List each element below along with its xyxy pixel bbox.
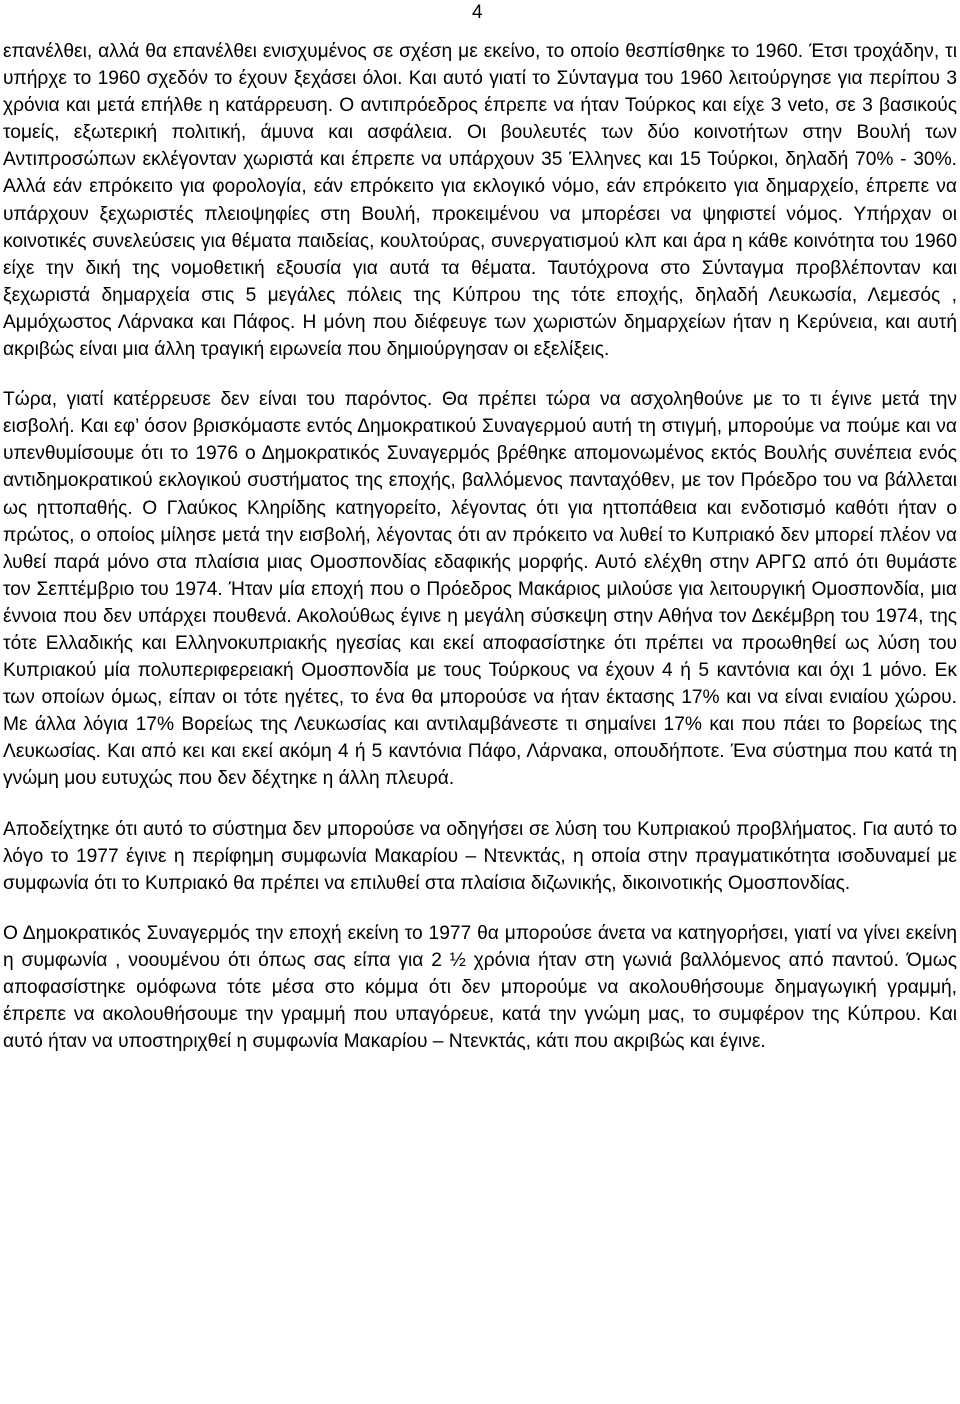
- document-body: [3, 38, 957, 1055]
- page-number: 4: [472, 2, 483, 23]
- paragraph-1: επανέλθει, αλλά θα επανέλθει ενισχυμένος σε σχέση με εκείνο, το οποίο θεσπίσθηκε το 1960. Έτσι τροχάδην, τι υπήρχε το 1960 σχεδόν το έχουν ξεχάσει όλοι. Και αυτό γιατί το Σύνταγμα του 1960 λειτούργησε για περίπου 3 χρόνια και μετά επήλθε η κατάρρευση. Ο αντιπρόεδρος έπρεπε να ήταν Τούρκος και είχε 3 veto, σε 3 βασικούς τομείς, εξωτερική πολιτική, άμυνα και ασφάλεια. Οι βουλευτές των δύο κοινοτήτων στην Βουλή των Αντιπροσώπων εκλέγονταν χωριστά και έπρεπε να υπάρχουν 35 Έλληνες και 15 Τούρκοι, δηλαδή 70% - 30%. Αλλά εάν επρόκειτο για φορολογία, εάν επρόκειτο για εκλογικό νόμο, εάν επρόκειτο για δημαρχείο, έπρεπε να υπάρχουν ξεχωριστές πλειοψηφίες στη Βουλή, προκειμένου να μπορέσει να ψηφιστεί νόμος. Υπήρχαν οι κοινοτικές συνελεύσεις για θέματα παιδείας, κουλτούρας, συνεργατισμού κλπ και άρα η κάθε κοινότητα του 1960 είχε την δική της νομοθετική εξουσία για αυτά τα θέματα. Ταυτόχρονα στο Σύνταγμα προβλέπονταν και ξεχωριστά δημαρχεία στις 5 μεγάλες πόλεις της Κύπρου της τότε εποχής, δηλαδή Λευκωσία, Λεμεσός , Αμμόχωστος Λάρνακα και Πάφος. Η μόνη που διέφευγε των χωριστών δημαρχείων ήταν η Κερύνεια, και αυτή ακριβώς είναι μια άλλη τραγική ειρωνεία που δημιούργησαν οι εξελίξεις.: [3, 41, 957, 361]
- paragraph-3: Αποδείχτηκε ότι αυτό το σύστημα δεν μπορούσε να οδηγήσει σε λύση του Κυπριακού προβλήματος. Για αυτό το λόγο το 1977 έγινε η περίφημη συμφωνία Μακαρίου – Ντενκτάς, η οποία στην πραγματικότητα ισοδυναμεί με συμφωνία ότι το Κυπριακό θα πρέπει να επιλυθεί στα πλαίσια διζωνικής, δικοινοτικής Ομοσπονδίας.: [3, 818, 957, 894]
- paragraph-2: Τώρα, γιατί κατέρρευσε δεν είναι του παρόντος. Θα πρέπει τώρα να ασχοληθούνε με το τι έγινε μετά την εισβολή. Και εφ’ όσον βρισκόμαστε εντός Δημοκρατικού Συναγερμού αυτή τη στιγμή, μπορούμε να πούμε και να υπενθυμίσουμε ότι το 1976 ο Δημοκρατικός Συναγερμός βρέθηκε απομονωμένος εκτός Βουλής συνέπεια ενός αντιδημοκρατικού εκλογικού συστήματος της εποχής, βαλλόμενος πανταχόθεν, με τον Πρόεδρο του να βάλλεται ως ηττοπαθής. Ο Γλαύκος Κληρίδης κατηγορείτο, λέγοντας ότι για ηττοπάθεια και ενδοτισμό καθότι ήταν ο πρώτος, ο οποίος μίλησε μετά την εισβολή, λέγοντας ότι αν πρόκειτο να λυθεί το Κυπριακό δεν μπορεί πλέον να λυθεί παρά μόνο στα πλαίσια μιας Ομοσπονδίας εδαφικής μορφής. Αυτό ελέχθη στην ΑΡΓΩ από ότι θυμάστε τον Σεπτέμβριο του 1974. Ήταν μία εποχή που ο Πρόεδρος Μακάριος μιλούσε για λειτουργική Ομοσπονδία, μια έννοια που δεν υπάρχει πουθενά. Ακολούθως έγινε η μεγάλη σύσκεψη στην Αθήνα τον Δεκέμβρη του 1974, της τότε Ελλαδικής και Ελληνοκυπριακής ηγεσίας και εκεί αποφασίστηκε ότι πρέπει να προωθηθεί ως λύση του Κυπριακού μία πολυπεριφερειακή Ομοσπονδία με τους Τούρκους να έχουν 4 ή 5 καντόνια και όχι 1 μόνο. Εκ των οποίων όμως, είπαν οι τότε ηγέτες, το ένα θα μπορούσε να ήταν έκτασης 17% και να είναι ενιαίου χώρου. Με άλλα λόγια 17% Βορείως της Λευκωσίας και αντιλαμβάνεστε τι σημαίνει 17% και που πάει το βορείως της Λευκωσίας. Και από κει και εκεί ακόμη 4 ή 5 καντόνια Πάφο, Λάρνακα, οπουδήποτε. Ένα σύστημα που κατά τη γνώμη μου ευτυχώς που δεν δέχτηκε η άλλη πλευρά.: [3, 389, 957, 790]
- paragraph-4: Ο Δημοκρατικός Συναγερμός την εποχή εκείνη το 1977 θα μπορούσε άνετα να κατηγορήσει, γιατί να γίνει εκείνη η συμφωνία , νοουμένου ότι όπως σας είπα για 2 ½ χρόνια ήταν στη γωνιά βαλλόμενος από παντού. Όμως αποφασίστηκε ομόφωνα τότε μέσα στο κόμμα ότι δεν μπορούμε να ακολουθήσουμε δημαγωγική γραμμή, έπρεπε να ακολουθήσουμε την γραμμή που υπαγόρευε, κατά την γνώμη μας, το συμφέρον της Κύπρου. Και αυτό ήταν να υποστηριχθεί η συμφωνία Μακαρίου – Ντενκτάς, κάτι που ακριβώς και έγινε.: [3, 922, 957, 1053]
